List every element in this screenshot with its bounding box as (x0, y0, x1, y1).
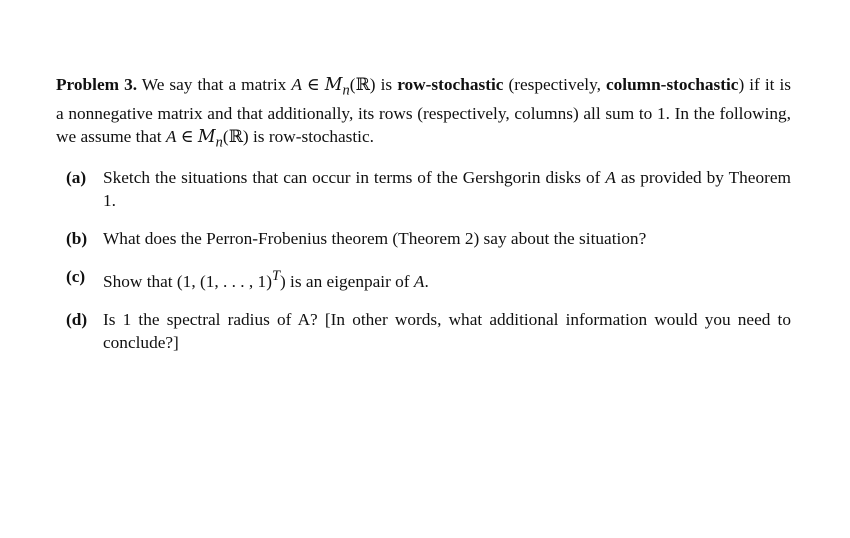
part-a-text-1: Sketch the situations that can occur in terms of the Gershgorin disks of (103, 167, 606, 187)
intro-text-2: is (375, 75, 398, 94)
element-of-symbol-2: ∈ (176, 127, 198, 147)
problem-statement (56, 73, 791, 155)
part-a-text (103, 166, 791, 212)
part-a-label: (a) (66, 167, 87, 187)
part-c-transpose-superscript: T (271, 267, 280, 284)
part-c-text-2: ) is an eigenpair of (279, 271, 414, 291)
intro-text-1: We say that a matrix (137, 75, 292, 94)
matrix-space-subscript: n (342, 82, 350, 99)
part-c-variable: A (413, 271, 425, 291)
real-field-symbol: (ℝ) (349, 75, 376, 94)
column-stochastic-term: column-stochastic (605, 75, 739, 94)
part-d (56, 308, 791, 354)
part-c-text-1: Show that (1, (1, . . . , 1) (103, 271, 272, 291)
real-field-symbol-2: (ℝ) (222, 127, 249, 147)
matrix-variable-2: A (165, 127, 177, 147)
part-c-text (103, 265, 791, 293)
part-a-variable: A (605, 167, 616, 187)
problem-parts-list (56, 166, 791, 354)
part-b-label: (b) (66, 228, 88, 248)
part-a-text-2: as provided by Theorem 1. (103, 167, 791, 210)
part-c-text-3: . (424, 271, 429, 291)
part-c-label: (c) (66, 266, 86, 286)
problem-heading: Problem 3. (56, 75, 138, 94)
intro-text-5: is row-stochastic. (248, 127, 374, 147)
element-of-symbol: ∈ (301, 75, 325, 94)
part-d-label: (d) (66, 309, 88, 329)
matrix-space-subscript-2: n (215, 134, 223, 151)
matrix-space-symbol: M (324, 75, 343, 95)
part-b-text: What does the Perron-Frobenius theorem (Theorem 2) say about the situation? (103, 228, 647, 248)
problem-document (56, 73, 791, 369)
row-stochastic-term: row-stochastic (397, 75, 504, 94)
matrix-variable: A (291, 75, 302, 94)
part-b (56, 227, 791, 250)
part-a (56, 166, 791, 212)
intro-text-4: ) if it is a nonnegative matrix and that additionally, its rows (respectively, columns) all sum to 1. In the following, we assume that (56, 75, 792, 147)
intro-text-3: (respectively, (503, 75, 606, 94)
part-c (56, 265, 791, 293)
matrix-space-symbol-2: M (197, 127, 216, 148)
part-d-text: Is 1 the spectral radius of A? [In other words, what additional information would you need to conclude?] (103, 309, 791, 352)
